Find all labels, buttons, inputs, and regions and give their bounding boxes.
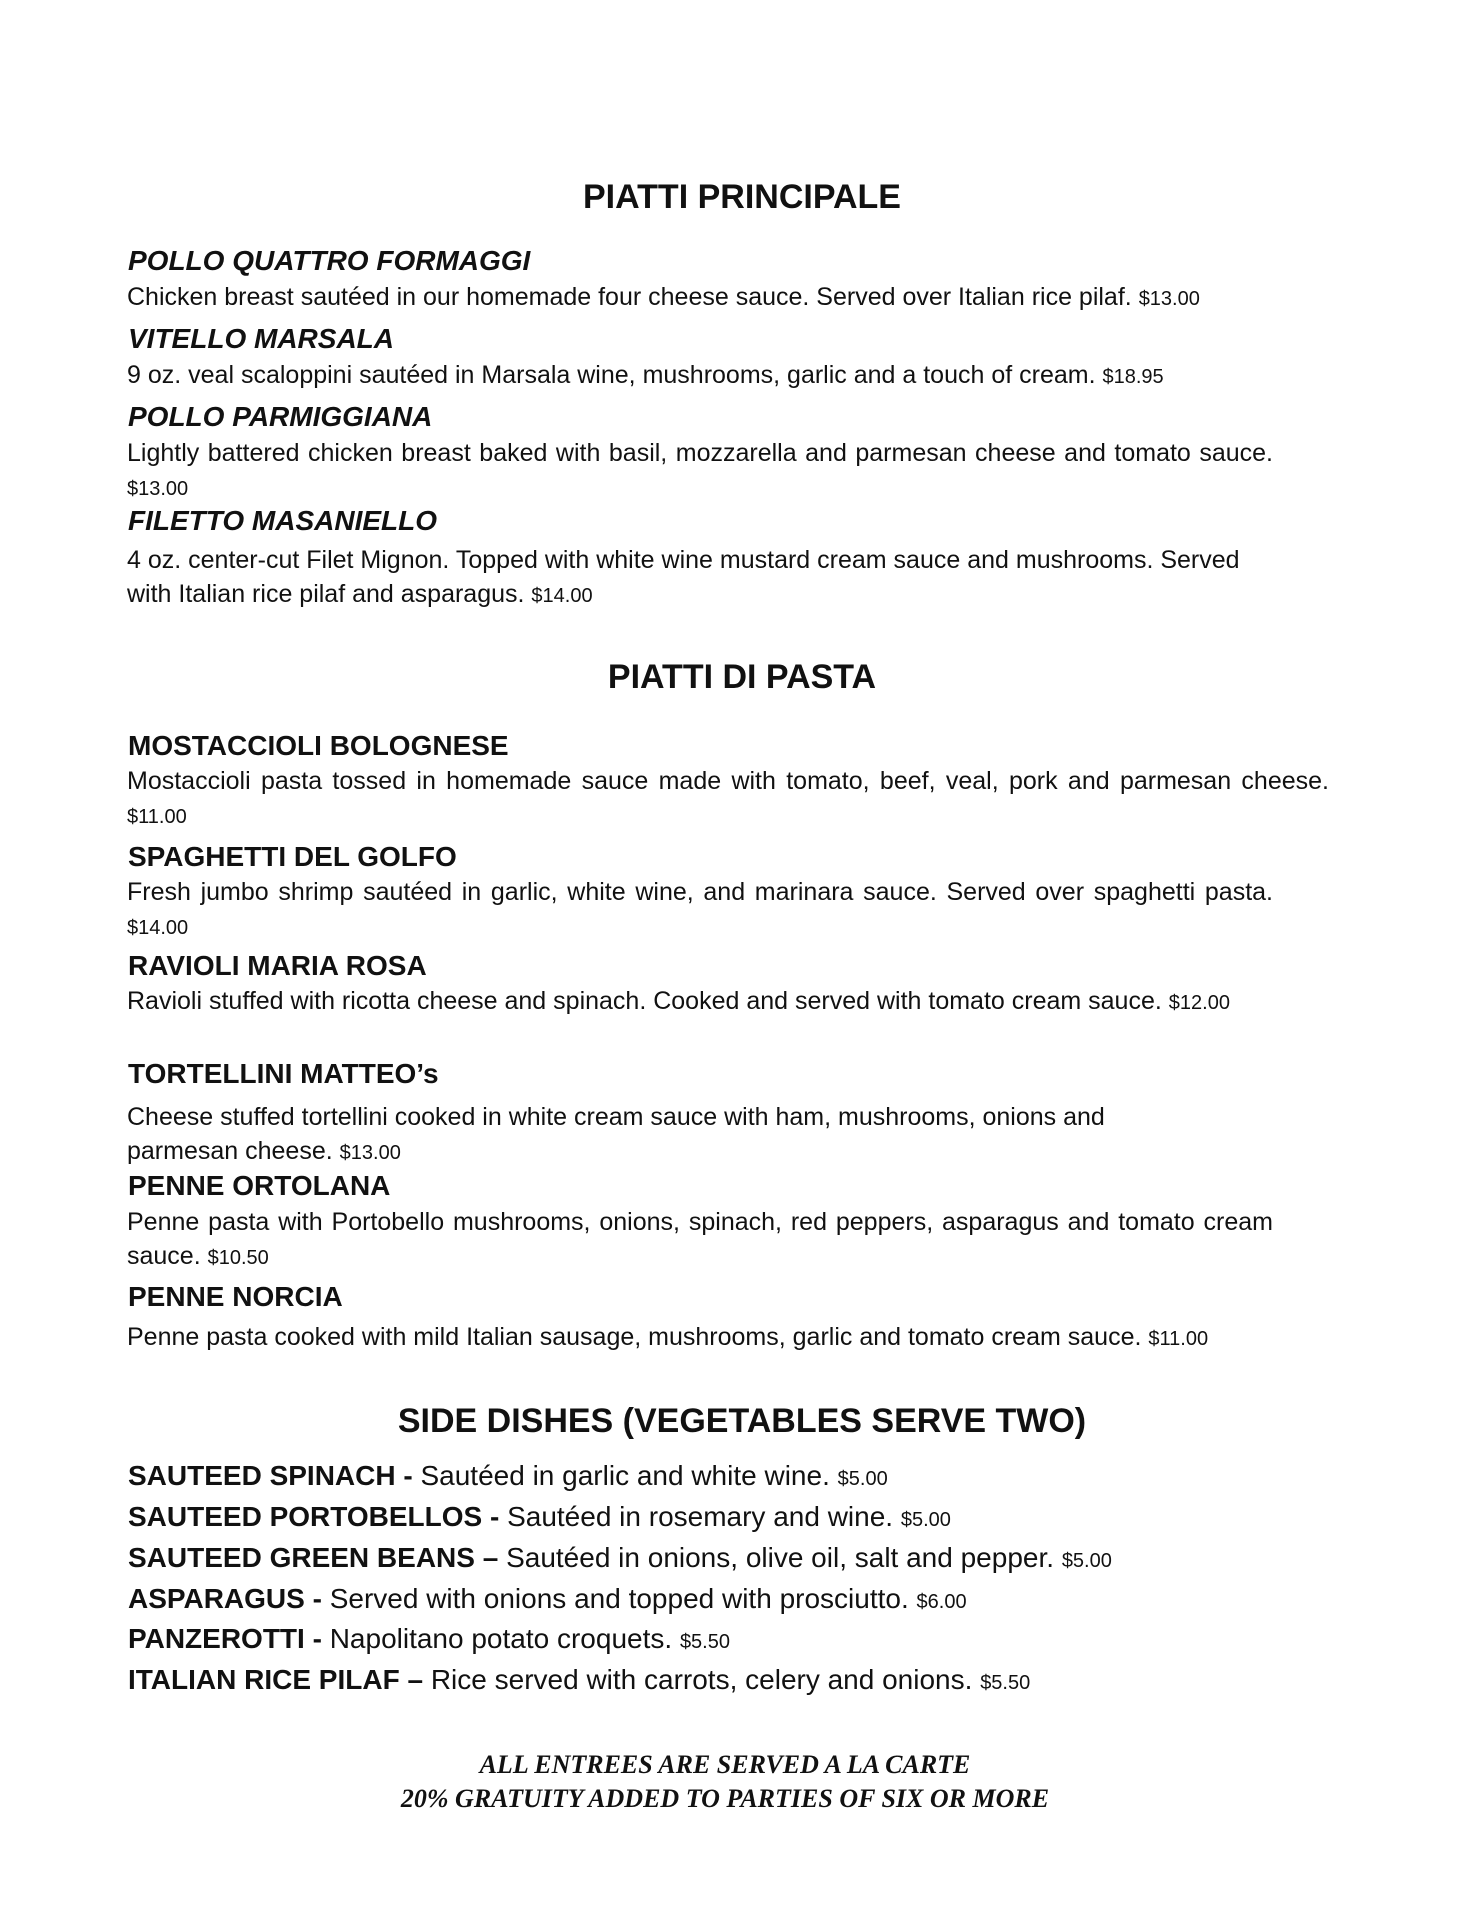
menu-item-description: Fresh jumbo shrimp sautéed in garlic, white wine, and marinara sauce. Served over spaghetti pasta. $14.00 <box>127 878 1273 939</box>
menu-item-name: VITELLO MARSALA <box>128 323 394 354</box>
menu-item-name: RAVIOLI MARIA ROSA <box>128 950 427 981</box>
menu-item-price: $11.00 <box>1148 1328 1209 1350</box>
side-dish-line <box>128 1501 951 1533</box>
menu-item-price: $11.00 <box>127 806 187 828</box>
menu-item-name: SPAGHETTI DEL GOLFO <box>128 841 457 872</box>
side-dish-name: SAUTEED SPINACH - <box>128 1460 413 1491</box>
menu-item-price: $18.95 <box>1102 366 1164 388</box>
menu-item-description: 4 oz. center-cut Filet Mignon. Topped with white wine mustard cream sauce and mushrooms. Served with Italian rice pilaf and asparagus. $14.00 <box>127 546 1240 608</box>
menu-item-name: FILETTO MASANIELLO <box>128 505 438 536</box>
menu-item-description: Cheese stuffed tortellini cooked in white cream sauce with ham, mushrooms, onions and parmesan cheese. $13.00 <box>127 1103 1105 1165</box>
section-title-piatti-principale: PIATTI PRINCIPALE <box>583 178 901 216</box>
side-dish-line <box>128 1583 967 1615</box>
menu-item-price: $12.00 <box>1168 992 1230 1014</box>
menu-item-name: POLLO PARMIGGIANA <box>128 401 433 432</box>
side-dish-name: ITALIAN RICE PILAF – <box>128 1664 424 1695</box>
side-dish-line <box>128 1664 1030 1696</box>
footer-line-a-la-carte: ALL ENTREES ARE SERVED A LA CARTE <box>479 1750 971 1779</box>
side-dish-price: $6.00 <box>916 1591 967 1613</box>
menu-item-price: $14.00 <box>531 585 593 607</box>
side-dish-line <box>128 1623 730 1655</box>
footer-line-gratuity: 20% GRATUITY ADDED TO PARTIES OF SIX OR MORE <box>400 1784 1050 1813</box>
menu-item-description: Penne pasta with Portobello mushrooms, onions, spinach, red peppers, asparagus and tomato cream sauce. $10.50 <box>127 1208 1273 1270</box>
menu-item-name: TORTELLINI MATTEO’s <box>128 1058 439 1089</box>
side-dish-price: $5.00 <box>1061 1550 1112 1572</box>
menu-item-name: POLLO QUATTRO FORMAGGI <box>128 245 531 276</box>
menu-item-description: Lightly battered chicken breast baked with basil, mozzarella and parmesan cheese and tomato sauce. $13.00 <box>127 439 1273 500</box>
side-dish-description: Sautéed in rosemary and wine. <box>507 1501 894 1532</box>
menu-item-price: $10.50 <box>207 1247 269 1269</box>
side-dish-price: $5.50 <box>980 1672 1031 1694</box>
menu-item-price: $14.00 <box>127 917 189 939</box>
side-dish-line <box>128 1460 888 1492</box>
menu-item-description: Mostaccioli pasta tossed in homemade sauce made with tomato, beef, veal, pork and parmesan cheese. $11.00 <box>127 767 1329 828</box>
side-dish-price: $5.00 <box>900 1509 951 1531</box>
side-dish-name: SAUTEED GREEN BEANS – <box>128 1542 499 1573</box>
side-dish-description: Napolitano potato croquets. <box>329 1623 673 1654</box>
menu-item-price: $13.00 <box>339 1142 401 1164</box>
section-title-side-dishes: SIDE DISHES (VEGETABLES SERVE TWO) <box>397 1402 1087 1440</box>
side-dish-description: Rice served with carrots, celery and onions. <box>430 1664 973 1695</box>
side-dish-price: $5.00 <box>837 1468 888 1490</box>
menu-item-name: PENNE ORTOLANA <box>128 1170 391 1201</box>
side-dish-name: SAUTEED PORTOBELLOS - <box>128 1501 500 1532</box>
menu-item-price: $13.00 <box>1138 288 1200 310</box>
side-dish-description: Sautéed in onions, olive oil, salt and pepper. <box>506 1542 1055 1573</box>
footer-notice <box>0 1748 1450 1816</box>
side-dish-description: Sautéed in garlic and white wine. <box>420 1460 830 1491</box>
menu-item-price: $13.00 <box>127 478 189 500</box>
menu-item-description: 9 oz. veal scaloppini sautéed in Marsala wine, mushrooms, garlic and a touch of cream. $18.95 <box>127 361 1164 389</box>
side-dish-price: $5.50 <box>679 1631 730 1653</box>
side-dish-line <box>128 1542 1112 1574</box>
side-dish-name: ASPARAGUS - <box>128 1583 322 1614</box>
side-dish-description: Served with onions and topped with prosciutto. <box>329 1583 909 1614</box>
menu-item-description: Penne pasta cooked with mild Italian sausage, mushrooms, garlic and tomato cream sauce. $11.00 <box>127 1323 1209 1351</box>
section-title-piatti-di-pasta: PIATTI DI PASTA <box>607 658 877 696</box>
menu-item-description: Chicken breast sautéed in our homemade four cheese sauce. Served over Italian rice pilaf. $13.00 <box>127 283 1200 311</box>
side-dish-name: PANZEROTTI - <box>128 1623 322 1654</box>
menu-item-description: Ravioli stuffed with ricotta cheese and spinach. Cooked and served with tomato cream sauce. $12.00 <box>127 987 1230 1015</box>
menu-item-name: MOSTACCIOLI BOLOGNESE <box>128 730 509 761</box>
menu-item-name: PENNE NORCIA <box>128 1281 343 1312</box>
